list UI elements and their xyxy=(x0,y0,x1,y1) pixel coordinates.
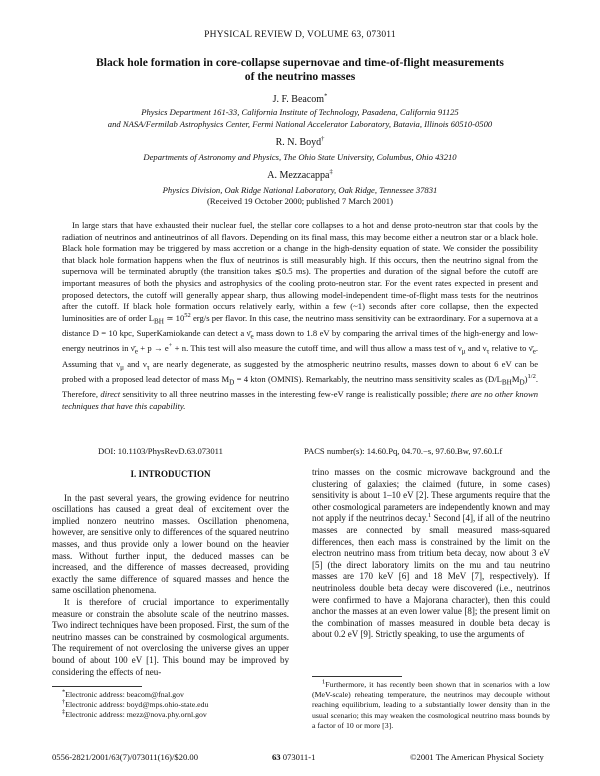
title-line-1: Black hole formation in core-collapse supernovae and time-of-flight measurements xyxy=(96,56,504,69)
doi-link[interactable]: DOI: 10.1103/PhysRevD.63.073011 xyxy=(98,446,223,456)
footnote-divider-right xyxy=(312,676,402,677)
right-column xyxy=(312,467,550,641)
paper-title xyxy=(60,56,540,84)
abstract xyxy=(62,220,538,413)
title-line-2: of the neutrino masses xyxy=(244,70,356,83)
intro-paragraph-2: It is therefore of crucial importance to experimentally measure or constrain the absolute scale of the neutrino masses. Two indirect techniques have been proposed. First, the sum of the neutrino masses can be constrained by cosmological arguments. The requirement of not overclosing the universe gives an upper bound of about 100 eV [1]. This bound may be improved by considering the effects of neu- xyxy=(52,596,289,677)
footnote-ref-1[interactable]: 1 xyxy=(427,512,432,520)
intro-paragraph-continued: trino masses on the cosmic microwave background and the clustering of galaxies; the claimed (future, in some cases) sensitivity is about 1–10 eV [2]. These arguments require that the other cosmological parameters are independently known and may not apply if the neutrinos decay.$^1$ Second [4], if all of the neutrino masses are connected by small measured mass-squared differences, then each mass is constrained by the limit on the electron neutrino mass from tritium beta decay, now about 3 eV [5] (the direct laboratory limits on the mu and tau neutrino masses are 170 keV [6] and 18 MeV [7], respectively). If neutrinoless double beta decay were discovered (i.e., neutrinos were confirmed to have a Majorana character), then this could anchor the masses at an even lower value [8]; the present limit on the combination of masses measured in double beta decay is about 0.2 eV [9]. Strictly speaking, to use the arguments of xyxy=(312,467,550,640)
affiliation-fermilab: and NASA/Fermilab Astrophysics Center, Fermi National Accelerator Laboratory, Batavia, Illinois 60510-0500 xyxy=(107,119,493,129)
journal-header: PHYSICAL REVIEW D, VOLUME 63, 073011 xyxy=(204,30,396,40)
affiliation-ohio-state: Departments of Astronomy and Physics, The Ohio State University, Columbus, Ohio 43210 xyxy=(143,152,457,162)
footer-copyright: ©2001 The American Physical Society xyxy=(410,752,544,762)
footnote-1: $^1$Furthermore, it has recently been shown that in scenarios with a low (MeV-scale) reheating temperature, the neutrinos may decouple without reaching equilibrium, leading to a substantially lower density than in the usual scenario; this may weaken the cosmological neutrino mass bounds by a factor of 10 or more [3]. xyxy=(312,678,550,730)
author-boyd: R. N. Boyd† xyxy=(275,135,325,148)
footnotes-left xyxy=(52,690,289,721)
author-beacom: J. F. Beacom* xyxy=(272,92,328,105)
footnote-boyd: †Electronic address: boyd@mps.ohio-state.edu xyxy=(62,698,209,710)
pacs-numbers: PACS number(s): 14.60.Pq, 04.70.−s, 97.60.Bw, 97.60.Lf xyxy=(304,446,503,456)
footer-page-number: 63 073011-1 xyxy=(272,752,316,762)
footnote-right xyxy=(312,680,550,731)
affiliation-caltech: Physics Department 161-33, California Institute of Technology, Pasadena, California 91125 xyxy=(141,107,459,117)
section-heading-introduction: I. INTRODUCTION xyxy=(130,469,211,479)
intro-paragraph-1: In the past several years, the growing evidence for neutrino oscillations has caused a great deal of excitement over the implied nonzero neutrino masses. Oscillation phenomena, however, are sensitive only to differences of the squared neutrino masses, and thus provide only a lower bound on the heavier mass. Without further input, the deduced masses can be increased, and the difference of masses decreased, providing exactly the same difference of squared masses and hence the same oscillation phenomena. xyxy=(52,492,289,596)
footnote-divider-left xyxy=(52,686,142,687)
affiliation-ornl: Physics Division, Oak Ridge National Laboratory, Oak Ridge, Tennessee 37831 xyxy=(162,185,438,195)
author-mezzacappa: A. Mezzacappa‡ xyxy=(267,168,333,181)
received-date: (Received 19 October 2000; published 7 March 2001) xyxy=(207,196,393,206)
footnote-beacom: *Electronic address: beacom@fnal.gov xyxy=(62,688,184,699)
left-column xyxy=(52,467,289,678)
abstract-paragraph: In large stars that have exhausted their nuclear fuel, the stellar core collapses to a hot and dense proto-neutron star that cools by the radiation of neutrinos and antineutrinos of all flavors. Depending on its final mass, this may become either a neutron star or a black hole. Black hole formation may be triggered by mass accretion or a change in the high-density equation of state. We consider the possibility that black hole formation happens when the flux of neutrinos is still measurably high. If this occurs, then the neutrino signal from the supernova will be terminated abruptly (the transition takes ≲0.5 ms). The properties and duration of the signal before the cutoff are important measures of both the physics and astrophysics of the cooling proto-neutron star. For the event rates expected in present and proposed detectors, the cutoff will generally appear sharp, thus allowing model-independent time-of-flight mass tests for the neutrinos after the cutoff. If black hole formation occurs relatively early, within a few (~1) seconds after core collapse, then the expected luminosities are of order $L_{BH}$ ≃ $10^{52}$ erg/s per flavor. In this case, the neutrino mass sensitivity can be extraordinary. For a supernova at a distance D = 10 kpc, SuperKamiokande can detect a $\nū_e$ mass down to 1.8 eV by comparing the arrival times of the high-energy and low-energy neutrinos in $\nū_e + p \to e^+ + n$. This test will also measure the cutoff time, and will thus allow a mass test of $\nu_\mu$ and $\nu_\tau$ relative to $\nū_e$. Assuming that $\nu_\mu$ and $\nu_\tau$ are nearly degenerate, as suggested by the atmospheric neutrino results, masses down to about 6 eV can be probed with a proposed lead detector of mass $M_D = 4$ kton (OMNIS). Remarkably, the neutrino mass sensitivity scales as $(D/L_{BH}M_D)^{1/2}$. Therefore, direct sensitivity to all three neutrino masses in the interesting few-eV range is realistically possible; there are no other known techniques that have this capability. xyxy=(62,220,539,411)
footnote-mezzacappa: ‡Electronic address: mezz@nova.phy.ornl.gov xyxy=(62,708,207,720)
footer-code: 0556-2821/2001/63(7)/073011(16)/$20.00 xyxy=(52,752,199,762)
